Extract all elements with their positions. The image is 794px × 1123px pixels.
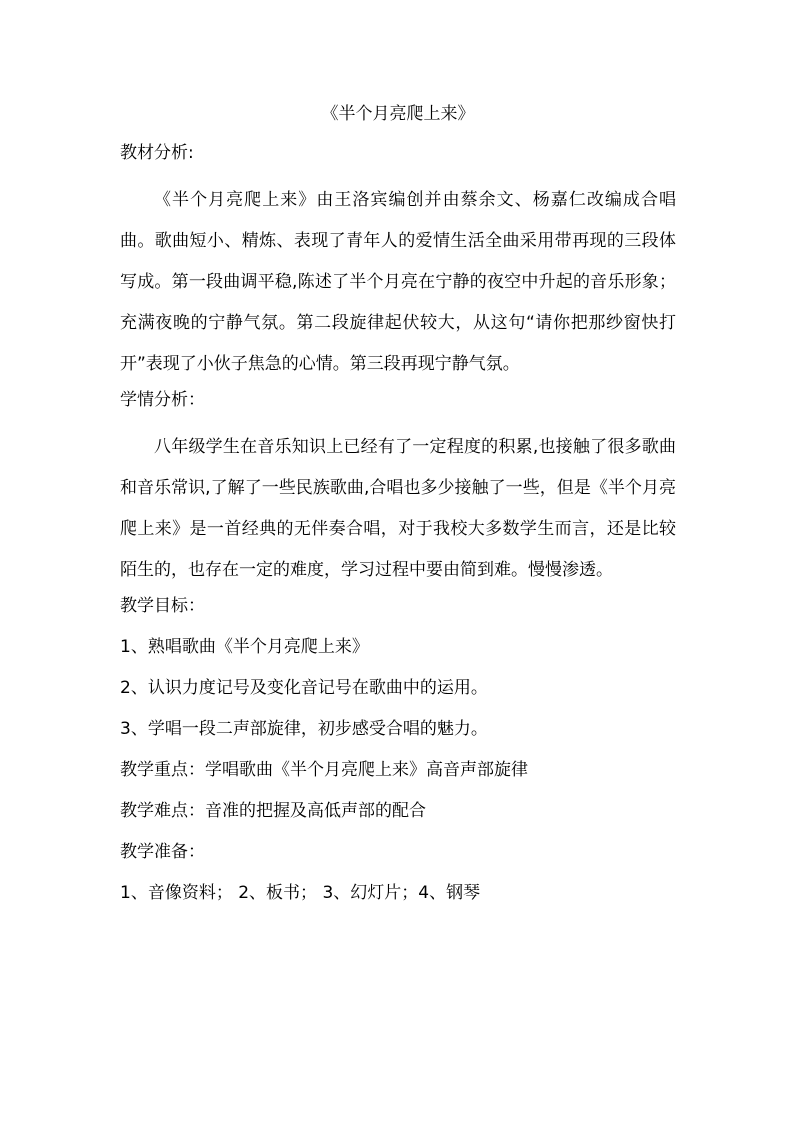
objective-item: 3、学唱一段二声部旋律，初步感受合唱的魅力。	[120, 719, 488, 739]
document-title: 《半个月亮爬上来》	[321, 104, 475, 124]
material-analysis-heading: 教材分析:	[120, 143, 194, 163]
document-page	[120, 103, 676, 920]
learner-analysis-paragraph: 八年级学生在音乐知识上已经有了一定程度的积累,也接触了很多歌曲和音乐常识,了解了一些民族歌曲,合唱也多少接触了一些，但是《半个月亮爬上来》是一首经典的无伴奏合唱，对于我校大多数学生而言，还是比较陌生的，也存在一定的难度，学习过程中要由简到难。慢慢渗透。	[120, 437, 676, 580]
objective-item: 2、认识力度记号及变化音记号在歌曲中的运用。	[120, 678, 488, 698]
preparation-heading: 教学准备：	[120, 842, 205, 862]
difficulty-line: 教学难点：音准的把握及高低声部的配合	[120, 801, 426, 821]
key-point-line: 教学重点：学唱歌曲《半个月亮爬上来》高音声部旋律	[120, 760, 528, 780]
preparation-line: 1、音像资料； 2、板书； 3、幻灯片；4、钢琴	[120, 883, 481, 903]
objective-item: 1、熟唱歌曲《半个月亮爬上来》	[120, 637, 369, 657]
teaching-objectives-heading: 教学目标：	[120, 596, 205, 616]
learner-analysis-heading: 学情分析：	[120, 390, 205, 410]
material-analysis-paragraph: 《半个月亮爬上来》由王洛宾编创并由蔡余文、杨嘉仁改编成合唱曲。歌曲短小、精炼、表现了青年人的爱情生活全曲采用带再现的三段体写成。第一段曲调平稳,陈述了半个月亮在宁静的夜空中升起的音乐形象；充满夜晚的宁静气氛。第二段旋律起伏较大，从这句“请你把那纱窗快打开”表现了小伙子焦急的心情。第三段再现宁静气氛。	[120, 190, 676, 374]
